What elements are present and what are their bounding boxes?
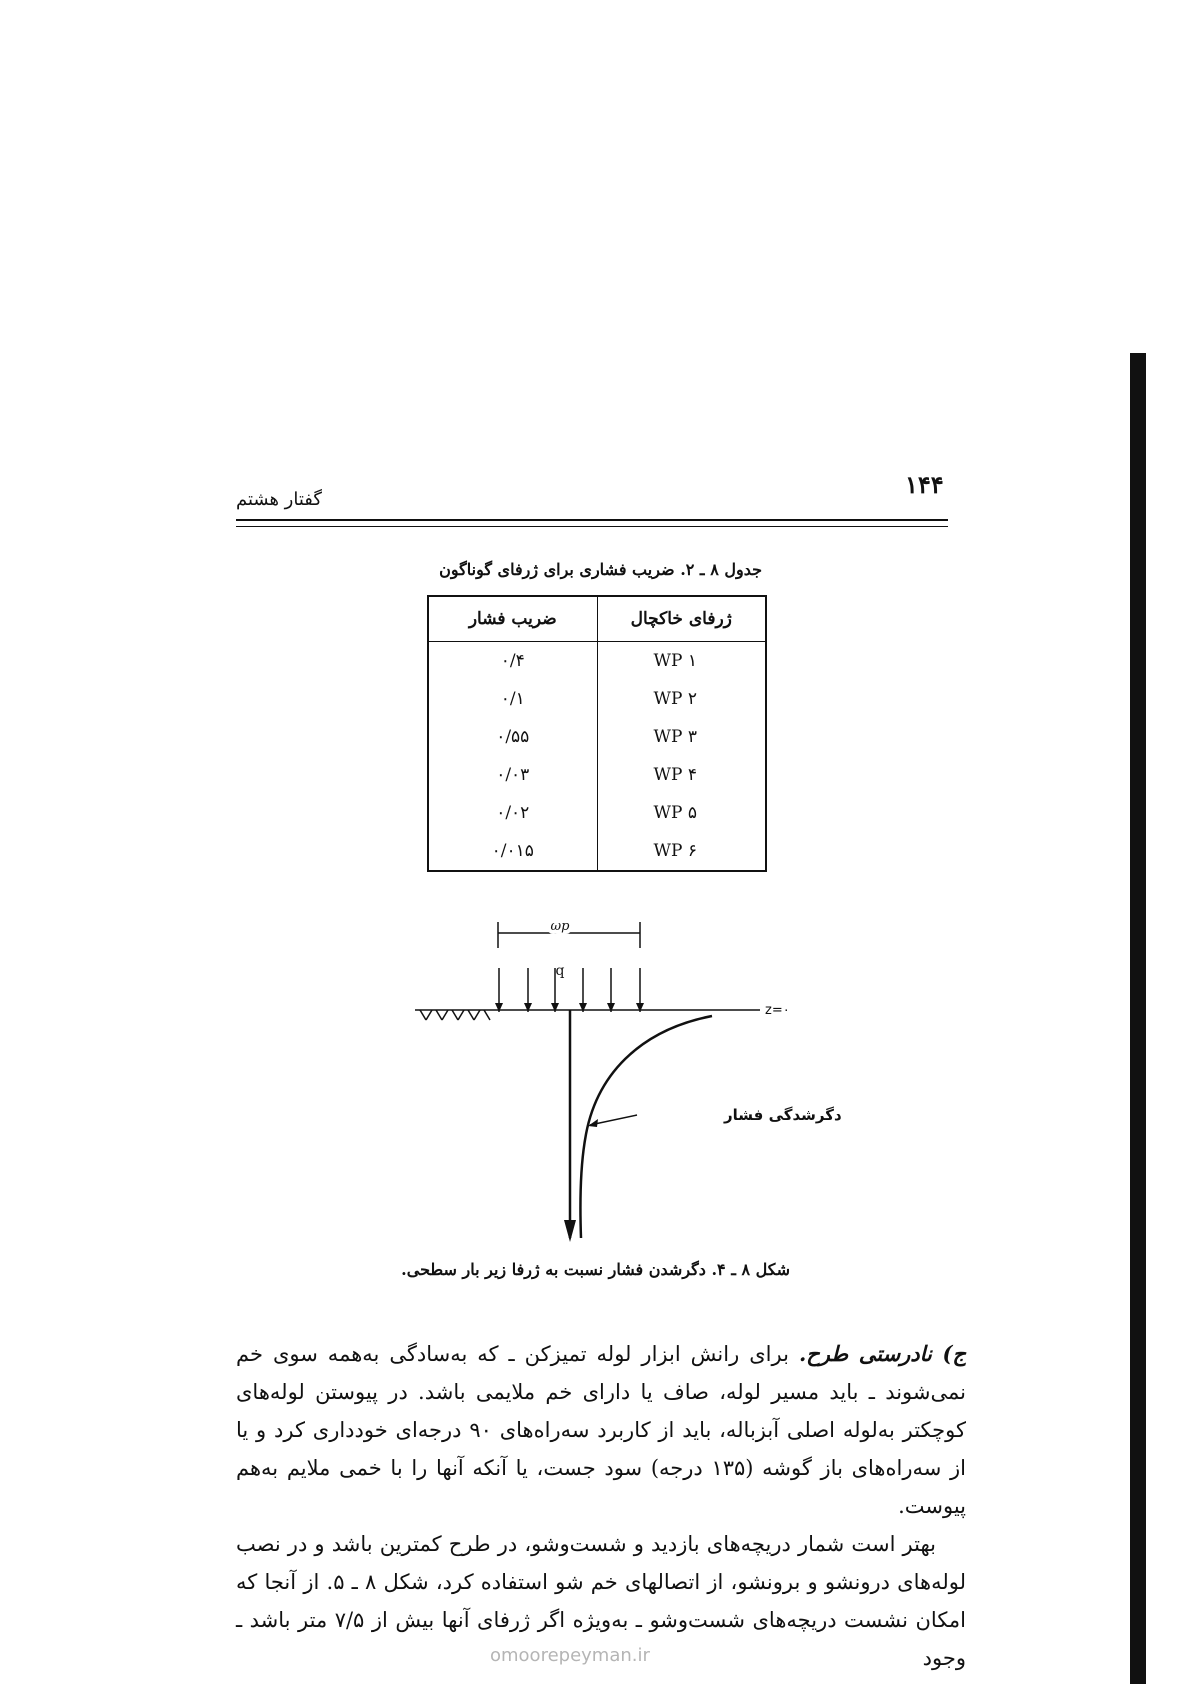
figure-caption: شکل ۸ ـ ۴. دگرشدن فشار نسبت به ژرفا زیر بار سطحی. bbox=[401, 1260, 790, 1279]
table-row bbox=[428, 794, 766, 832]
coefficient-cell: ۰/۰۱۵ bbox=[491, 841, 534, 861]
table-header-row bbox=[428, 596, 766, 642]
table-row bbox=[428, 718, 766, 756]
header-rule-thick bbox=[236, 519, 948, 521]
depth-cell: ۴ WP bbox=[597, 756, 766, 794]
depth-cell: ۵ WP bbox=[597, 794, 766, 832]
coefficient-cell: ۰/۵۵ bbox=[496, 727, 530, 747]
width-label: ωp bbox=[550, 919, 570, 934]
surface-label: z=۰ bbox=[765, 1003, 790, 1018]
pressure-distribution-figure bbox=[410, 910, 842, 1250]
pressure-coefficient-table bbox=[427, 595, 767, 872]
scan-edge-bar bbox=[1130, 353, 1146, 1684]
table-row bbox=[428, 756, 766, 794]
column-header-depth: ژرفای خاکچال bbox=[597, 596, 766, 642]
body-text bbox=[236, 1335, 966, 1677]
coefficient-cell: ۰/۰۲ bbox=[496, 803, 530, 823]
ground-hatching bbox=[420, 1010, 490, 1020]
page-number: ۱۴۴ bbox=[905, 470, 944, 499]
section-title: ج) نادرستی طرح. bbox=[798, 1341, 967, 1366]
table-row bbox=[428, 832, 766, 871]
coefficient-cell: ۰/۴ bbox=[500, 651, 525, 671]
paragraph: بهتر است شمار دریچه‌های بازدید و شست‌وشو، در طرح کمترین باشد و در نصب لوله‌های درونشو و برونشو، از اتصالهای خم شو استفاده کرد، شکل ۸ ـ ۵. از آنجا که امکان نشست دریچه‌های شست‌وشو ـ به‌ویژه اگر ژرفای آنها بیش از ۷/۵ متر باشد ـ وجود bbox=[236, 1532, 966, 1670]
paragraph bbox=[236, 1335, 966, 1525]
load-label: q bbox=[555, 963, 565, 979]
paragraph-text: برای رانش ابزار لوله تمیزکن ـ که به‌سادگی به‌همه سوی خم نمی‌شوند ـ باید مسیر لوله، صاف یا دارای خم ملایمی باشد. در پیوستن لوله‌های کوچکتر به‌لوله اصلی آبزباله، باید از کاربرد سه‌راه‌های ۹۰ درجه‌ای خودداری کرد و یا از سه‌راه‌های باز گوشه (۱۳۵ درجه) سود جست، یا آنکه آنها را با خمی ملایم به‌هم پیوست. bbox=[236, 1342, 966, 1518]
watermark: omoorepeyman.ir bbox=[490, 1645, 650, 1666]
depth-axis-arrowhead bbox=[564, 1220, 576, 1242]
table-row bbox=[428, 642, 766, 681]
header-rule-thin bbox=[236, 526, 948, 527]
pressure-curve bbox=[580, 1016, 712, 1238]
depth-cell: ۶ WP bbox=[597, 832, 766, 871]
depth-cell: ۲ WP bbox=[597, 680, 766, 718]
chapter-title: گفتار هشتم bbox=[236, 489, 322, 510]
coefficient-cell: ۰/۰۳ bbox=[496, 765, 530, 785]
depth-cell: ۳ WP bbox=[597, 718, 766, 756]
table-caption: جدول ۸ ـ ۲. ضریب فشاری برای ژرفای گوناگون bbox=[439, 560, 762, 579]
coefficient-cell: ۰/۱ bbox=[500, 689, 525, 709]
table-row bbox=[428, 680, 766, 718]
column-header-coefficient: ضریب فشار bbox=[428, 596, 597, 642]
depth-cell: ۱ WP bbox=[597, 642, 766, 681]
curve-label: دگرشدگی فشار bbox=[724, 1106, 842, 1124]
